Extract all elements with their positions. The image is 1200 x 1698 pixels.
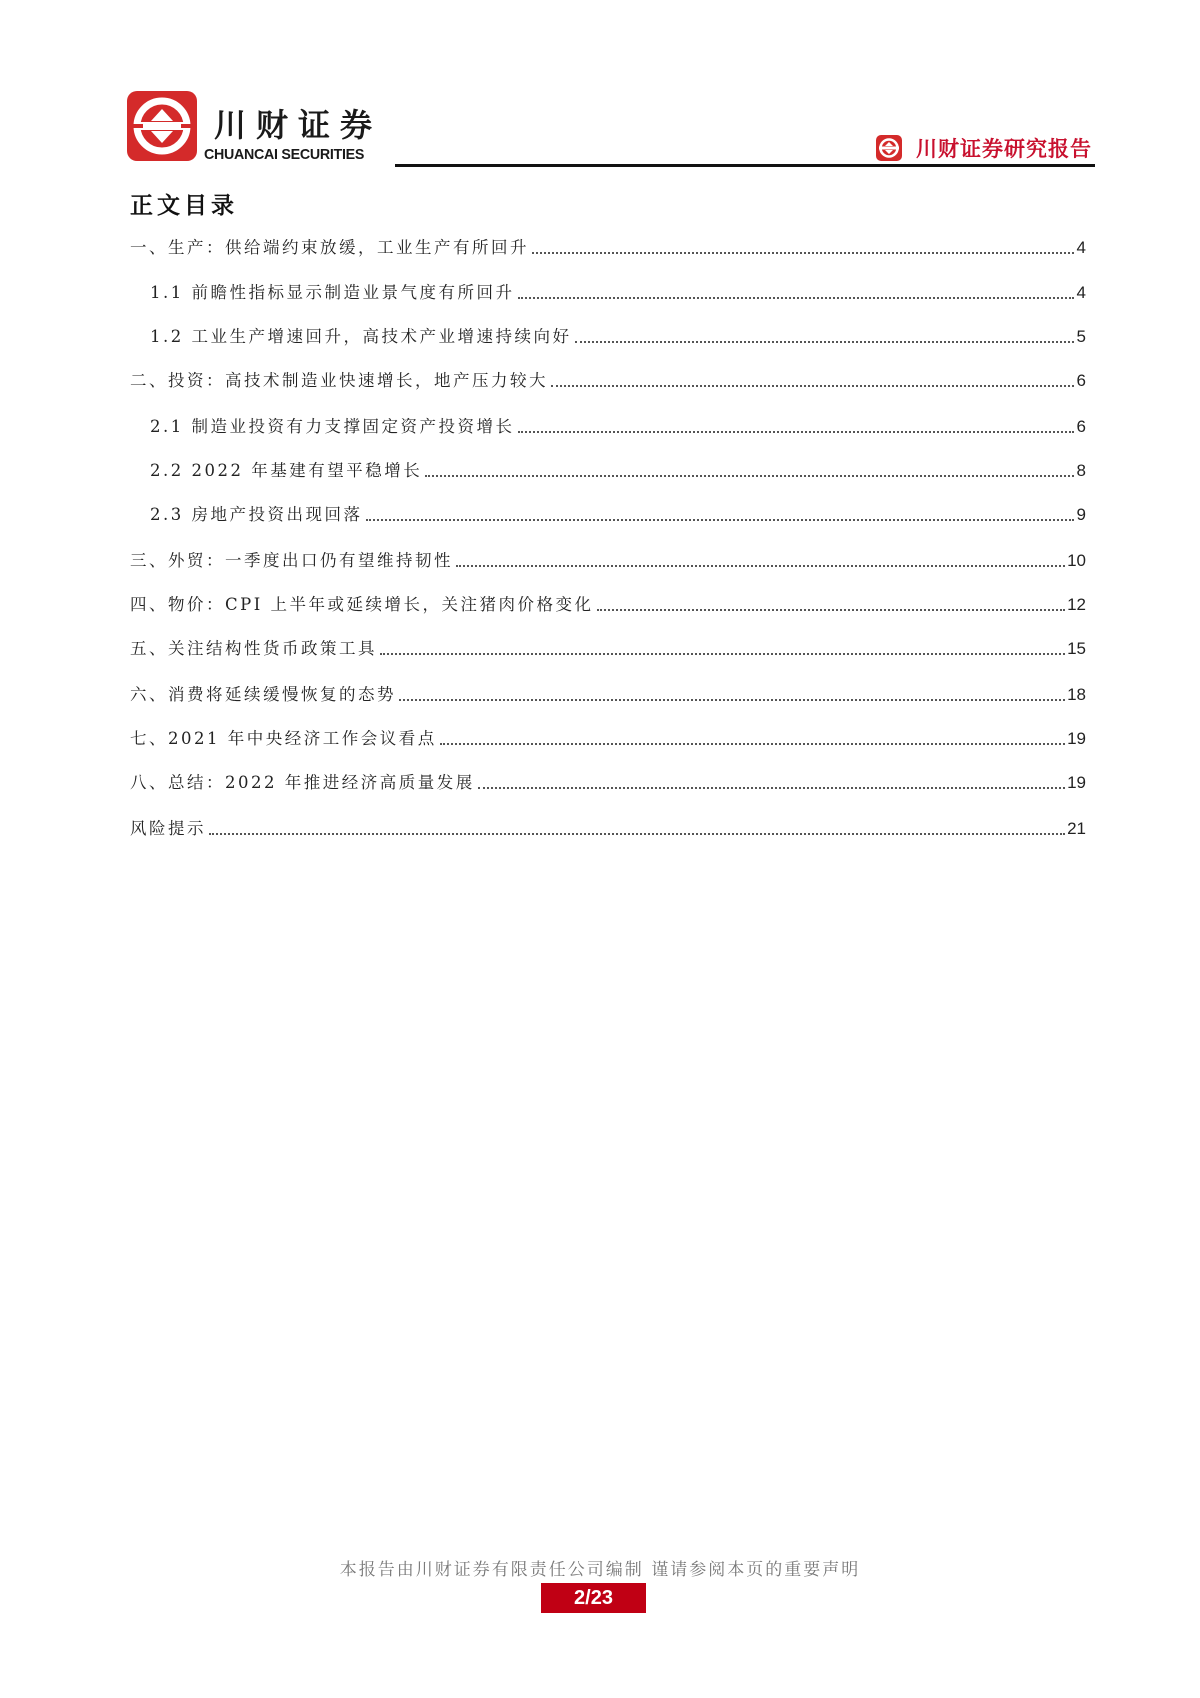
toc-entry[interactable]	[130, 234, 1086, 258]
page-number-badge: 2/23	[541, 1583, 646, 1613]
toc-entry[interactable]	[150, 413, 1086, 437]
toc-title: 正文目录	[130, 192, 238, 219]
toc-entry-page: 15	[1067, 639, 1086, 658]
toc-leader-dots	[209, 833, 1065, 835]
toc-entry-label: 三、外贸：一季度出口仍有望维持韧性	[130, 551, 453, 570]
toc-entry-page: 10	[1067, 551, 1086, 570]
toc-entry-label: 2.2 2022 年基建有望平稳增长	[150, 461, 423, 480]
toc-entry-page: 6	[1076, 371, 1086, 390]
logo-name-en: CHUANCAI SECURITIES	[204, 146, 365, 163]
header-divider	[395, 164, 1095, 167]
toc-entry[interactable]	[130, 681, 1086, 705]
toc-entry[interactable]	[150, 279, 1086, 303]
toc-entry-page: 9	[1076, 505, 1086, 524]
report-header	[876, 133, 1092, 163]
toc-leader-dots	[597, 609, 1066, 611]
toc-entry[interactable]	[150, 323, 1086, 347]
toc-entry-label: 六、消费将延续缓慢恢复的态势	[130, 685, 396, 704]
toc-entry-label: 七、2021 年中央经济工作会议看点	[130, 729, 437, 748]
toc-entry-page: 4	[1076, 238, 1086, 257]
toc-leader-dots	[456, 565, 1065, 567]
toc-entry-page: 19	[1067, 729, 1086, 748]
toc-entry-label: 八、总结：2022 年推进经济高质量发展	[130, 773, 475, 792]
toc-leader-dots	[478, 787, 1065, 789]
toc-entry-page: 6	[1076, 417, 1086, 436]
toc-entry-label: 二、投资：高技术制造业快速增长，地产压力较大	[130, 371, 548, 390]
toc-leader-dots	[575, 341, 1075, 343]
company-logo	[127, 91, 197, 161]
logo-s-icon	[127, 91, 197, 161]
mini-logo-icon	[876, 135, 902, 161]
toc-entry[interactable]	[130, 547, 1086, 571]
toc-entry-label: 一、生产：供给端约束放缓，工业生产有所回升	[130, 238, 529, 257]
toc-entry-page: 12	[1067, 595, 1086, 614]
toc-entry-page: 8	[1076, 461, 1086, 480]
toc-entry[interactable]	[150, 457, 1086, 481]
toc-leader-dots	[425, 475, 1074, 477]
toc-entry[interactable]	[130, 367, 1086, 391]
toc-leader-dots	[518, 431, 1075, 433]
toc-entry-label: 1.1 前瞻性指标显示制造业景气度有所回升	[150, 283, 515, 302]
toc-leader-dots	[399, 699, 1065, 701]
toc-leader-dots	[551, 385, 1074, 387]
report-title: 川财证券研究报告	[916, 136, 1092, 161]
toc-entry-label: 1.2 工业生产增速回升，高技术产业增速持续向好	[150, 327, 572, 346]
toc-leader-dots	[532, 252, 1074, 254]
toc-entry[interactable]	[130, 725, 1086, 749]
toc-leader-dots	[380, 653, 1065, 655]
toc-entry[interactable]	[150, 501, 1086, 525]
toc-entry-page: 19	[1067, 773, 1086, 792]
toc-entry-page: 18	[1067, 685, 1086, 704]
toc-entry-label: 风险提示	[130, 819, 206, 838]
toc-entry[interactable]	[130, 815, 1086, 839]
toc-entry-label: 四、物价：CPI 上半年或延续增长，关注猪肉价格变化	[130, 595, 594, 614]
toc-entry[interactable]	[130, 591, 1086, 615]
toc-leader-dots	[440, 743, 1065, 745]
toc-entry-label: 五、关注结构性货币政策工具	[130, 639, 377, 658]
toc-entry[interactable]	[130, 769, 1086, 793]
logo-name-cn: 川财证券	[214, 106, 383, 144]
footer-disclaimer: 本报告由川财证券有限责任公司编制 谨请参阅本页的重要声明	[339, 1560, 861, 1580]
toc-entry[interactable]	[130, 635, 1086, 659]
toc-leader-dots	[518, 297, 1075, 299]
toc-entry-label: 2.3 房地产投资出现回落	[150, 505, 363, 524]
toc-leader-dots	[366, 519, 1075, 521]
toc-entry-page: 5	[1076, 327, 1086, 346]
toc-entry-label: 2.1 制造业投资有力支撑固定资产投资增长	[150, 417, 515, 436]
toc-entry-page: 4	[1076, 283, 1086, 302]
toc-entry-page: 21	[1067, 819, 1086, 838]
